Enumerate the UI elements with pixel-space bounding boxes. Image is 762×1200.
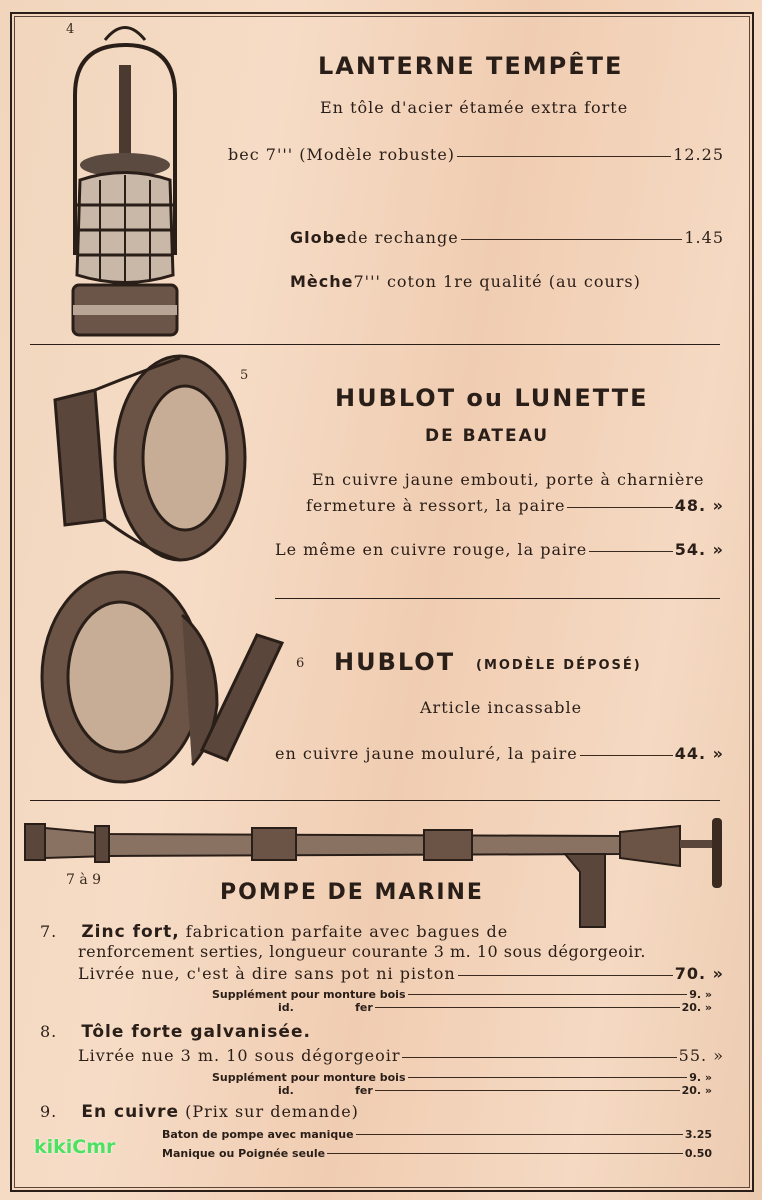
- lantern-subtitle: En tôle d'acier étamée extra forte: [320, 98, 629, 117]
- pompe-item7-line2: renforcement serties, longueur courante 3 m. 10 sous dégorgeoir.: [78, 942, 646, 961]
- hublot-model: (MODÈLE DÉPOSÉ): [476, 658, 642, 673]
- storm-lantern-illustration: [55, 15, 195, 340]
- pompe-item8-supp-bois: Supplément pour monture bois 9. »: [212, 1071, 712, 1084]
- pompe-item7-price-row: Livrée nue, c'est à dire sans pot ni piston 70. »: [78, 964, 724, 983]
- hublot-price-row: en cuivre jaune mouluré, la paire 44. »: [275, 744, 724, 763]
- pompe-item9-heading: 9. En cuivre (Prix sur demande): [40, 1102, 359, 1122]
- hublot-rouge-price-row: Le même en cuivre rouge, la paire 54. »: [275, 540, 724, 559]
- marine-pump-illustration: [20, 812, 732, 937]
- pompe-item9-baton-row: Baton de pompe avec manique 3.25: [162, 1128, 712, 1141]
- item-number-4: 4: [66, 22, 75, 37]
- pompe-item7-supp-bois: Supplément pour monture bois 9. »: [212, 988, 712, 1001]
- hublot-lunette-desc: En cuivre jaune embouti, porte à charnière: [312, 470, 705, 489]
- lantern-title: LANTERNE TEMPÊTE: [318, 52, 624, 80]
- divider: [30, 344, 720, 345]
- item-number-7-9: 7 à 9: [66, 872, 102, 888]
- divider: [275, 598, 720, 599]
- item-number-5: 5: [240, 368, 249, 383]
- hublot-lunette-subtitle: DE BATEAU: [425, 426, 550, 446]
- hublot-lunette-price-row: fermeture à ressort, la paire 48. »: [306, 496, 724, 515]
- lantern-price-row: bec 7''' (Modèle robuste) 12.25: [228, 145, 724, 164]
- pompe-item7-line1: 7. Zinc fort, fabrication parfaite avec bagues de: [40, 922, 509, 942]
- porthole-illustration: [32, 565, 287, 790]
- pompe-item8-price-row: Livrée nue 3 m. 10 sous dégorgeoir 55. »: [78, 1046, 724, 1065]
- divider: [30, 800, 720, 801]
- watermark: kikiCmr: [34, 1136, 116, 1158]
- wick-row: Mèche 7''' coton 1re qualité (au cours): [290, 272, 641, 291]
- globe-price-row: Globe de rechange 1.45: [290, 228, 724, 247]
- hublot-lunette-title: HUBLOT ou LUNETTE: [335, 384, 649, 412]
- hublot-subtitle: Article incassable: [420, 698, 583, 717]
- pompe-item8-supp-fer: id. fer 20. »: [278, 1084, 712, 1097]
- hublot-title: HUBLOT: [334, 648, 456, 676]
- pompe-title: POMPE DE MARINE: [220, 880, 484, 905]
- pompe-item9-manique-row: Manique ou Poignée seule 0.50: [162, 1147, 712, 1160]
- pompe-item8-heading: 8. Tôle forte galvanisée.: [40, 1022, 311, 1042]
- item-number-6: 6: [296, 656, 305, 671]
- pompe-item7-supp-fer: id. fer 20. »: [278, 1001, 712, 1014]
- porthole-illustration: [45, 350, 250, 565]
